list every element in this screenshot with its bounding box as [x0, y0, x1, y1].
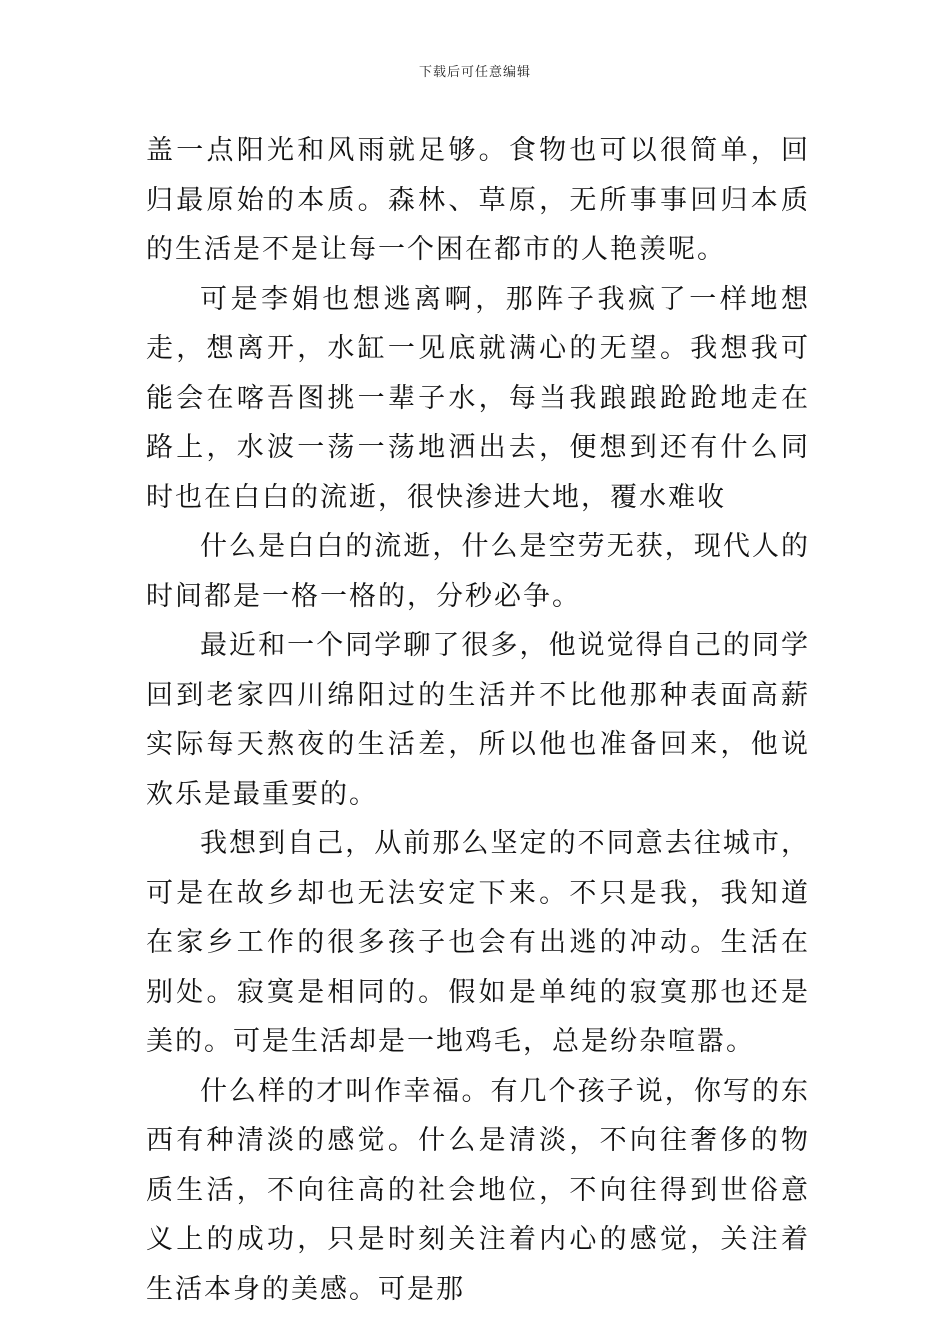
paragraph-2: 可是李娟也想逃离啊，那阵子我疯了一样地想走，想离开，水缸一见底就满心的无望。我想我可能会在喀吾图挑一辈子水，每当我踉踉跄跄地走在路上，水波一荡一荡地洒出去，便想到还有什么同时也在白白的流逝，很快渗进大地，覆水难收 — [146, 283, 810, 513]
paragraph-6: 什么样的才叫作幸福。有几个孩子说，你写的东西有种清淡的感觉。什么是清淡，不向往奢侈的物质生活，不向往高的社会地位，不向往得到世俗意义上的成功，只是时刻关注着内心的感觉，关注着生活本身的美感。可是那 — [146, 1075, 810, 1305]
paragraph-1: 盖一点阳光和风雨就足够。食物也可以很简单，回归最原始的本质。森林、草原，无所事事回归本质的生活是不是让每一个困在都市的人艳羡呢。 — [146, 135, 810, 265]
page-header-note: 下载后可任意编辑 — [418, 65, 531, 80]
paragraph-3: 什么是白白的流逝，什么是空劳无获，现代人的时间都是一格一格的，分秒必争。 — [146, 531, 810, 612]
paragraph-4: 最近和一个同学聊了很多，他说觉得自己的同学回到老家四川绵阳过的生活并不比他那种表面高薪实际每天熬夜的生活差，所以他也准备回来，他说欢乐是最重要的。 — [146, 630, 810, 810]
body-text — [146, 126, 810, 1314]
paragraph-5: 我想到自己，从前那么坚定的不同意去往城市，可是在故乡却也无法安定下来。不只是我，我知道在家乡工作的很多孩子也会有出逃的冲动。生活在别处。寂寞是相同的。假如是单纯的寂寞那也还是美的。可是生活却是一地鸡毛，总是纷杂喧嚣。 — [146, 828, 810, 1057]
